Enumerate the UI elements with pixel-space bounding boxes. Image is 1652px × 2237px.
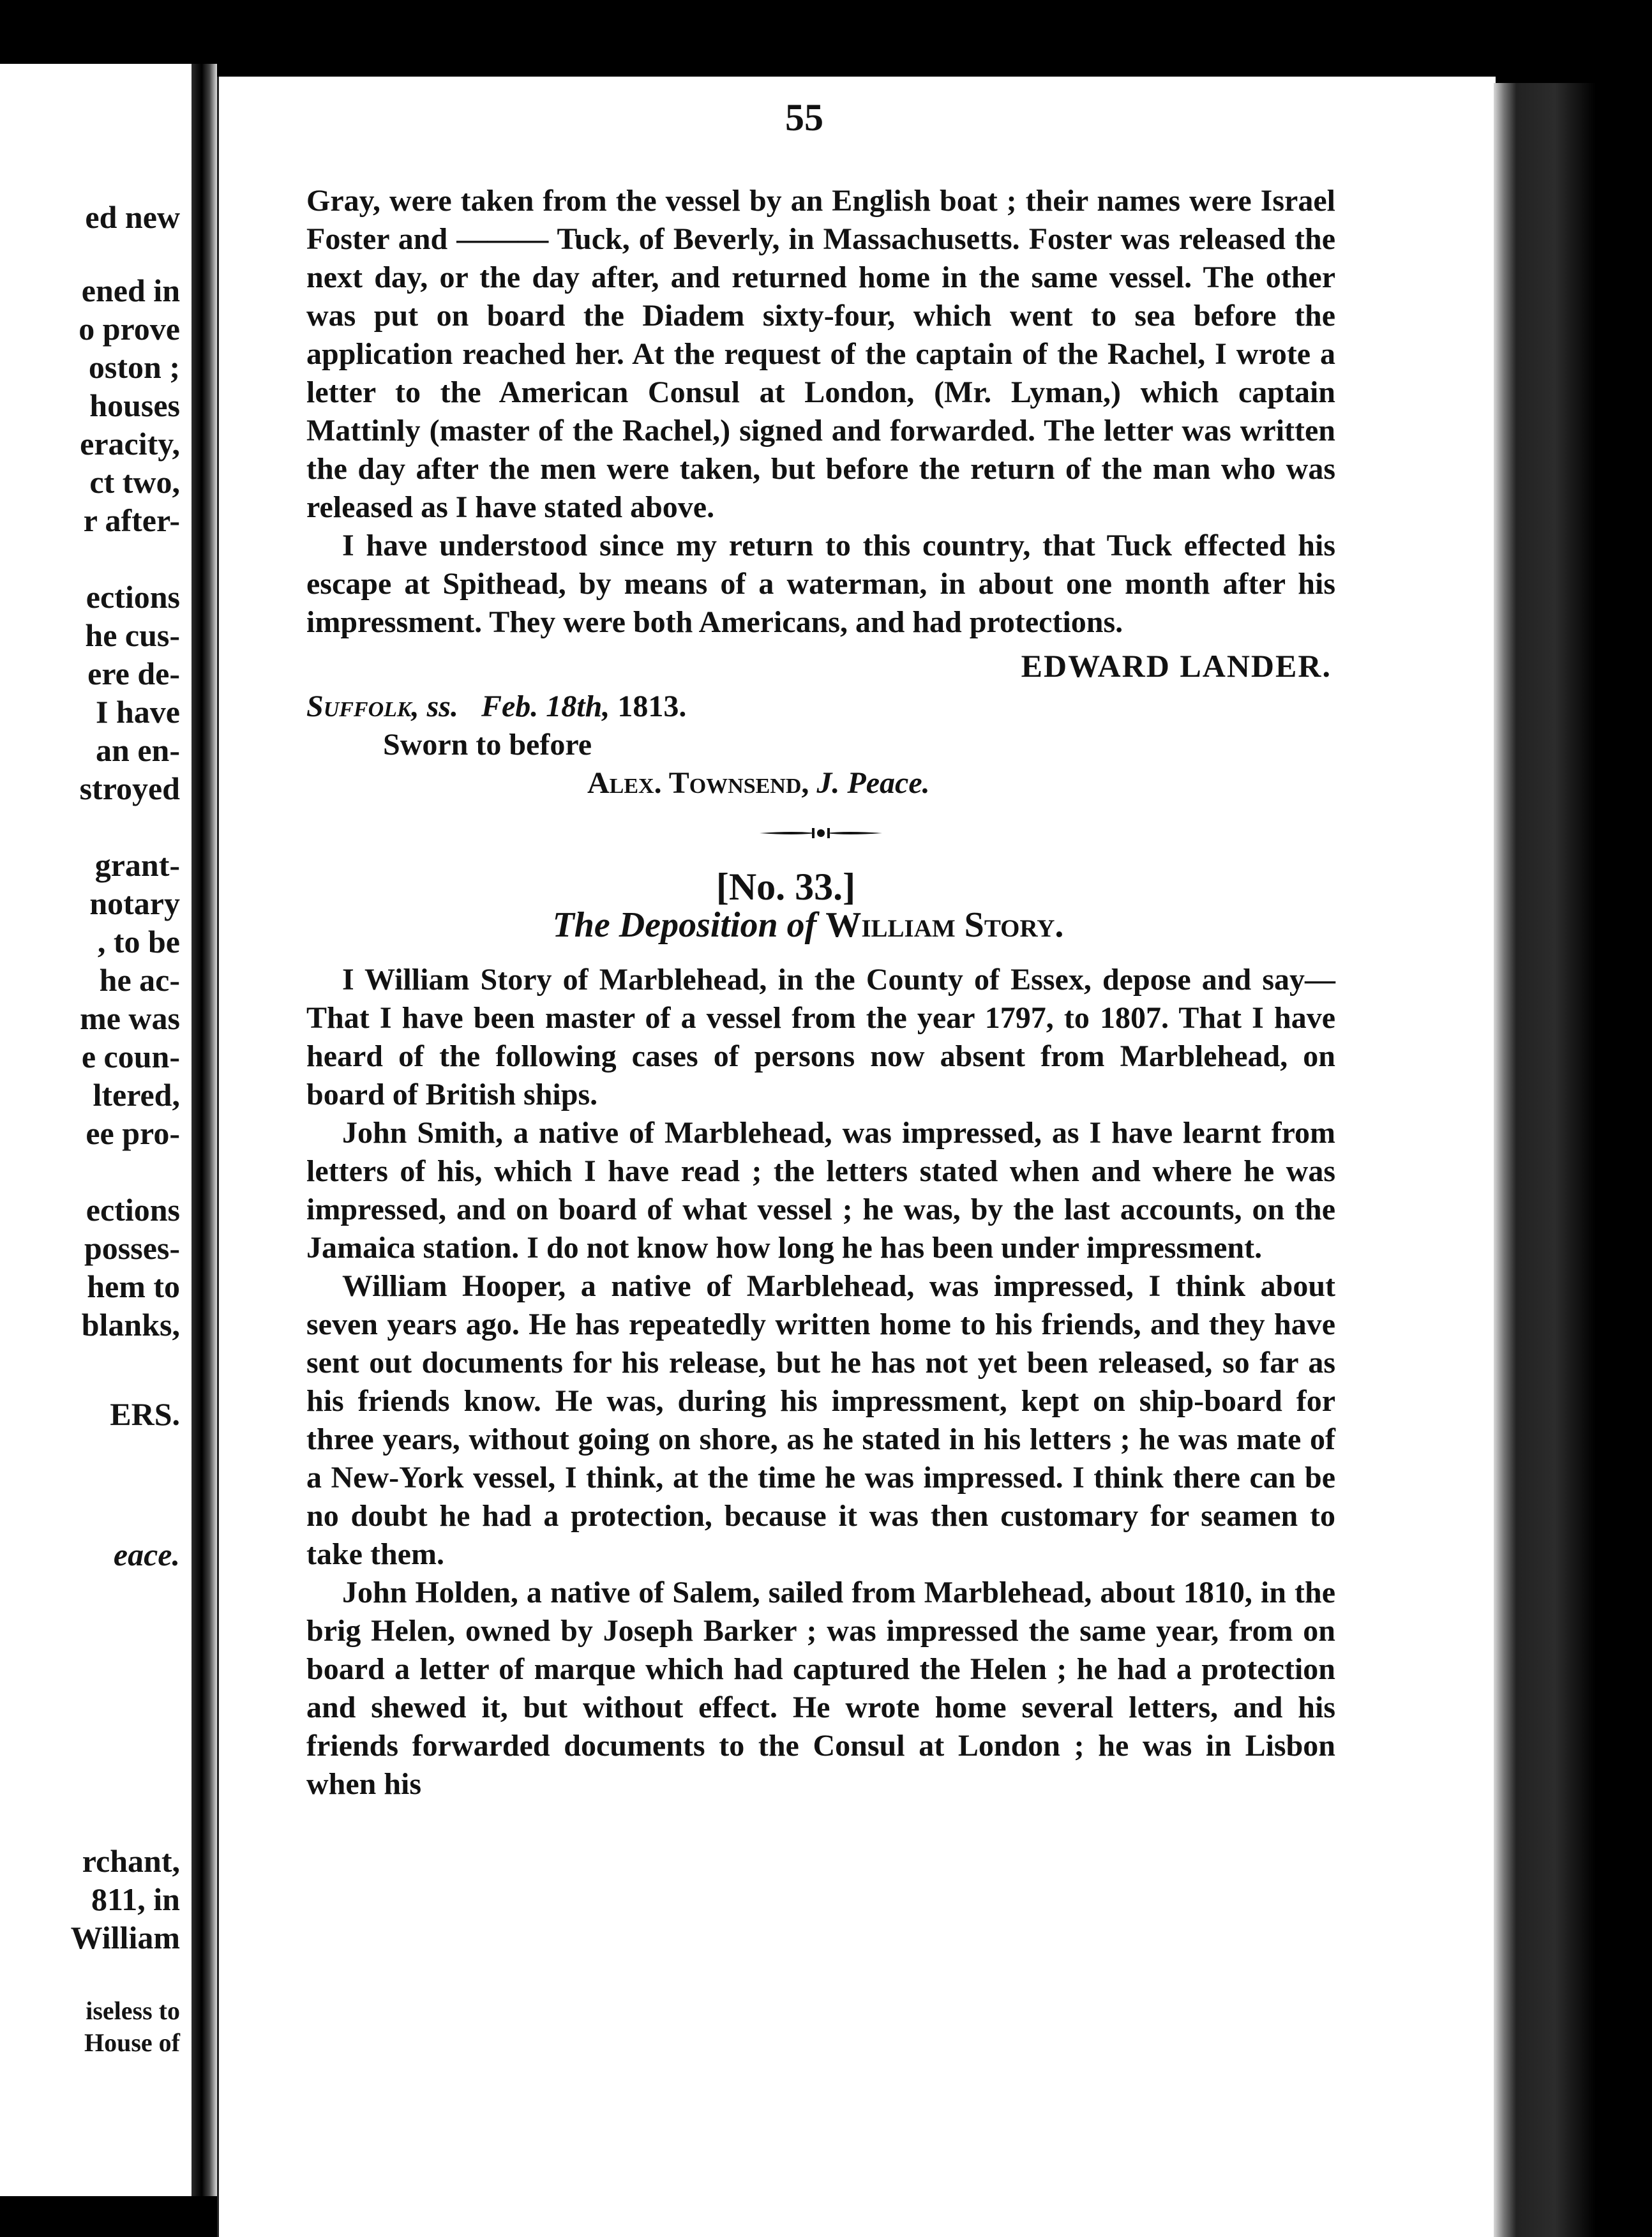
page-edge-shadow — [1494, 83, 1596, 2237]
paragraph-story-3: William Hooper, a native of Marblehead, was impressed, I think about seven years ago. He has repeatedly written home to his friends, and they have sent out documents for his release, but he has not yet been released, so far as his friends know. He was, during his impressment, kept on ship-board for three years, without going on shore, as he stated in his letters ; he was mate of a New-York vessel, I think, at the time he was impressed. I think there can be no doubt he had a protection, because it was then customary for seamen to take them. — [306, 1269, 1335, 1571]
left-page-fragment: r after- — [83, 502, 180, 538]
left-page-fragment: e coun- — [81, 1039, 180, 1074]
left-page-fragment: rchant, — [82, 1843, 180, 1879]
left-page-fragment: posses- — [84, 1230, 180, 1266]
left-page-fragment: 811, in — [91, 1881, 180, 1917]
left-page-fragment: ections — [86, 1192, 180, 1228]
paragraph-story-1: I William Story of Marblehead, in the County of Essex, depose and say—That I have been master of a vessel from the year 1797, to 1807. That I have heard of the following cases of persons now absent from Marblehead, on board of British ships. — [306, 963, 1335, 1111]
left-page-fragment: ct two, — [89, 464, 180, 500]
left-page-fragment: blanks, — [81, 1307, 180, 1343]
left-page-fragment: oston ; — [88, 349, 180, 385]
section-divider-ornament — [306, 814, 1335, 852]
left-page-fragment: William — [70, 1920, 180, 1955]
document-title — [306, 906, 1335, 944]
left-page-fragment: hem to — [87, 1269, 180, 1304]
jurat-year: 1813. — [617, 689, 687, 723]
left-page-fragment: House of — [84, 2028, 180, 2057]
justice-name: Alex. Townsend, — [587, 766, 809, 800]
left-page-fragment: eace. — [113, 1537, 180, 1572]
signature-edward-lander: EDWARD LANDER. — [1021, 648, 1332, 684]
left-page-fragment: ltered, — [93, 1077, 180, 1113]
left-page-fragment: ERS. — [110, 1396, 180, 1432]
left-page-fragment: notary — [89, 885, 180, 921]
jurat-county: Suffolk — [306, 689, 412, 723]
document-number: [No. 33.] — [716, 866, 856, 908]
left-page-fragment: , to be — [97, 924, 180, 960]
paragraph-lander-2: I have understood since my return to this country, that Tuck effected his escape at Spithead, by means of a waterman, in about one month after his impressment. They were both Americans, and had protections. — [306, 529, 1335, 639]
document-title-prefix: The Deposition of — [552, 905, 817, 945]
left-page-fragment: o prove — [79, 311, 180, 347]
paragraph-story-4: John Holden, a native of Salem, sailed from Marblehead, about 1810, in the brig Helen, owned by Joseph Barker ; was impressed the same year, from on board a letter of marque which had captured the Helen ; he had a protection and shewed it, but without effect. He wrote home several letters, and his friends forwarded documents to the Consul at London ; he was in Lisbon when his — [306, 1576, 1335, 1801]
left-page-fragment: stroyed — [79, 771, 180, 806]
left-page-fragment: ee pro- — [86, 1115, 180, 1151]
jurat-date: Feb. 18th, — [481, 689, 610, 723]
page-number: 55 — [785, 96, 823, 139]
left-page-fragment: ections — [86, 579, 180, 615]
justice-title: J. Peace. — [816, 766, 930, 800]
left-page-fragment: iseless to — [86, 1996, 180, 2025]
left-page-fragment: ed new — [85, 199, 180, 235]
left-page-fragment: grant- — [94, 847, 180, 883]
jurat-county-date — [306, 688, 1335, 726]
left-page-fragment: me was — [80, 1000, 180, 1036]
left-page-fragment: I have — [96, 694, 180, 730]
paragraph-story-2: John Smith, a native of Marblehead, was impressed, as I have learnt from letters of his, which I have read ; the letters stated when and where he was impressed, and on board of what vessel ; he was, by the last accounts, on the Jamaica station. I do not know how long he has been under impressment. — [306, 1116, 1335, 1265]
book-gutter — [191, 64, 217, 2196]
adjacent-left-page — [0, 64, 191, 2196]
left-page-fragment: an en- — [96, 732, 180, 768]
left-page-fragment: ere de- — [87, 656, 180, 691]
left-page-fragment: ened in — [81, 273, 180, 308]
document-title-name: William Story. — [825, 905, 1064, 945]
page-body — [306, 182, 1335, 1804]
jurat-ss: , ss. — [411, 689, 458, 723]
left-page-fragment: eracity, — [80, 426, 180, 462]
paragraph-lander-1: Gray, were taken from the vessel by an English boat ; their names were Israel Foster and ——— Tuck, of Beverly, in Massachusetts. Foster was released the next day, or the day after, and returned home in the same vessel. The other was put on board the Diadem sixty-four, which went to sea before the application reached her. At the request of the captain of the Rachel, I wrote a letter to the American Consul at London, (Mr. Lyman,) which captain Mattinly (master of the Rachel,) signed and forwarded. The letter was written the day after the men were taken, but before the return of the man who was released as I have stated above. — [306, 184, 1335, 524]
jurat-sworn: Sworn to before — [383, 728, 592, 762]
left-page-fragment: he ac- — [99, 962, 180, 998]
jurat-justice — [306, 764, 1335, 802]
left-page-fragment: he cus- — [85, 617, 180, 653]
left-page-fragment: houses — [89, 388, 180, 423]
